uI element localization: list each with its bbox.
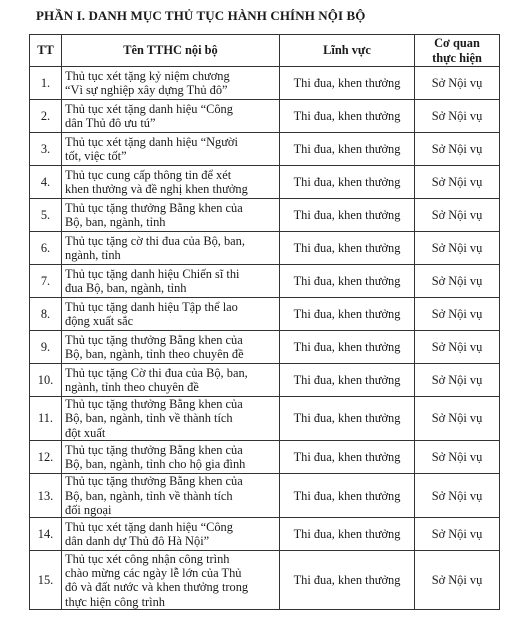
table-row: [30, 397, 500, 441]
procedure-agency: Sở Nội vụ: [415, 474, 500, 518]
procedure-field: Thi đua, khen thưởng: [280, 397, 415, 441]
procedure-name: Thủ tục xét tặng danh hiệu “Công dân Thủ đô ưu tú”: [62, 100, 280, 133]
row-number: 4.: [30, 166, 62, 199]
procedures-table: [29, 34, 500, 610]
column-header-agency-line1: Cơ quan: [434, 36, 480, 51]
table-row: [30, 331, 500, 364]
table-row: [30, 551, 500, 610]
procedure-field: Thi đua, khen thưởng: [280, 551, 415, 610]
table-row: [30, 166, 500, 199]
procedure-field: Thi đua, khen thưởng: [280, 298, 415, 331]
table-row: [30, 100, 500, 133]
procedure-name: Thủ tục tặng cờ thi đua của Bộ, ban, ngành, tỉnh: [62, 232, 280, 265]
procedure-field: Thi đua, khen thưởng: [280, 364, 415, 397]
column-header-name: Tên TTHC nội bộ: [62, 35, 280, 67]
table-row: [30, 364, 500, 397]
procedure-agency: Sở Nội vụ: [415, 232, 500, 265]
procedure-field: Thi đua, khen thưởng: [280, 166, 415, 199]
table-row: [30, 199, 500, 232]
procedure-field: Thi đua, khen thưởng: [280, 133, 415, 166]
column-header-agency-line2: thực hiện: [432, 50, 482, 65]
row-number: 9.: [30, 331, 62, 364]
procedure-agency: Sở Nội vụ: [415, 265, 500, 298]
row-number: 6.: [30, 232, 62, 265]
row-number: 3.: [30, 133, 62, 166]
procedure-name: Thủ tục tặng danh hiệu Tập thể lao động xuất sắc: [62, 298, 280, 331]
section-heading: PHẦN I. DANH MỤC THỦ TỤC HÀNH CHÍNH NỘI BỘ: [36, 8, 366, 23]
procedure-agency: Sở Nội vụ: [415, 331, 500, 364]
procedure-agency: Sở Nội vụ: [415, 397, 500, 441]
procedure-field: Thi đua, khen thưởng: [280, 265, 415, 298]
row-number: 14.: [30, 518, 62, 551]
procedure-field: Thi đua, khen thưởng: [280, 199, 415, 232]
procedure-name: Thủ tục tặng thưởng Bằng khen của Bộ, ban, ngành, tỉnh cho hộ gia đình: [62, 441, 280, 474]
procedure-name: Thủ tục tặng thưởng Bằng khen của Bộ, ban, ngành, tỉnh về thành tích đối ngoại: [62, 474, 280, 518]
row-number: 12.: [30, 441, 62, 474]
procedure-agency: Sở Nội vụ: [415, 518, 500, 551]
column-header-agency: [415, 35, 500, 67]
table-row: [30, 232, 500, 265]
procedure-name: Thủ tục tặng thưởng Bằng khen của Bộ, ban, ngành, tỉnh: [62, 199, 280, 232]
procedure-field: Thi đua, khen thưởng: [280, 331, 415, 364]
procedure-field: Thi đua, khen thưởng: [280, 100, 415, 133]
table-row: [30, 133, 500, 166]
table-row: [30, 518, 500, 551]
procedure-field: Thi đua, khen thưởng: [280, 67, 415, 100]
procedure-field: Thi đua, khen thưởng: [280, 441, 415, 474]
procedure-name: Thủ tục xét công nhận công trình chào mừng các ngày lễ lớn của Thủ đô và đất nước và khen thưởng trong thực hiện công trình: [62, 551, 280, 610]
procedure-agency: Sở Nội vụ: [415, 166, 500, 199]
row-number: 2.: [30, 100, 62, 133]
procedure-field: Thi đua, khen thưởng: [280, 232, 415, 265]
procedure-name: Thủ tục tặng thưởng Bằng khen của Bộ, ban, ngành, tỉnh theo chuyên đề: [62, 331, 280, 364]
procedure-agency: Sở Nội vụ: [415, 298, 500, 331]
procedure-name: Thủ tục tặng Cờ thi đua của Bộ, ban, ngành, tỉnh theo chuyên đề: [62, 364, 280, 397]
table-row: [30, 67, 500, 100]
procedure-agency: Sở Nội vụ: [415, 441, 500, 474]
row-number: 15.: [30, 551, 62, 610]
procedure-name: Thủ tục xét tặng danh hiệu “Công dân danh dự Thủ đô Hà Nội”: [62, 518, 280, 551]
procedure-agency: Sở Nội vụ: [415, 100, 500, 133]
procedure-name: Thủ tục xét tặng danh hiệu “Người tốt, việc tốt”: [62, 133, 280, 166]
procedure-name: Thủ tục cung cấp thông tin để xét khen thưởng và đề nghị khen thưởng: [62, 166, 280, 199]
row-number: 5.: [30, 199, 62, 232]
procedure-field: Thi đua, khen thưởng: [280, 474, 415, 518]
table-row: [30, 441, 500, 474]
procedure-name: Thủ tục tặng danh hiệu Chiến sĩ thi đua Bộ, ban, ngành, tỉnh: [62, 265, 280, 298]
procedure-name: Thủ tục tặng thưởng Bằng khen của Bộ, ban, ngành, tỉnh về thành tích đột xuất: [62, 397, 280, 441]
table-row: [30, 474, 500, 518]
row-number: 7.: [30, 265, 62, 298]
procedure-agency: Sở Nội vụ: [415, 364, 500, 397]
row-number: 1.: [30, 67, 62, 100]
procedure-agency: Sở Nội vụ: [415, 67, 500, 100]
procedure-field: Thi đua, khen thưởng: [280, 518, 415, 551]
table-row: [30, 298, 500, 331]
procedure-agency: Sở Nội vụ: [415, 199, 500, 232]
column-header-field: Lĩnh vực: [280, 35, 415, 67]
row-number: 13.: [30, 474, 62, 518]
table-row: [30, 265, 500, 298]
table-header-row: [30, 35, 500, 67]
procedure-agency: Sở Nội vụ: [415, 551, 500, 610]
row-number: 8.: [30, 298, 62, 331]
procedure-name: Thủ tục xét tặng kỷ niệm chương “Vì sự nghiệp xây dựng Thủ đô”: [62, 67, 280, 100]
column-header-tt: TT: [30, 35, 62, 67]
row-number: 10.: [30, 364, 62, 397]
row-number: 11.: [30, 397, 62, 441]
procedure-agency: Sở Nội vụ: [415, 133, 500, 166]
